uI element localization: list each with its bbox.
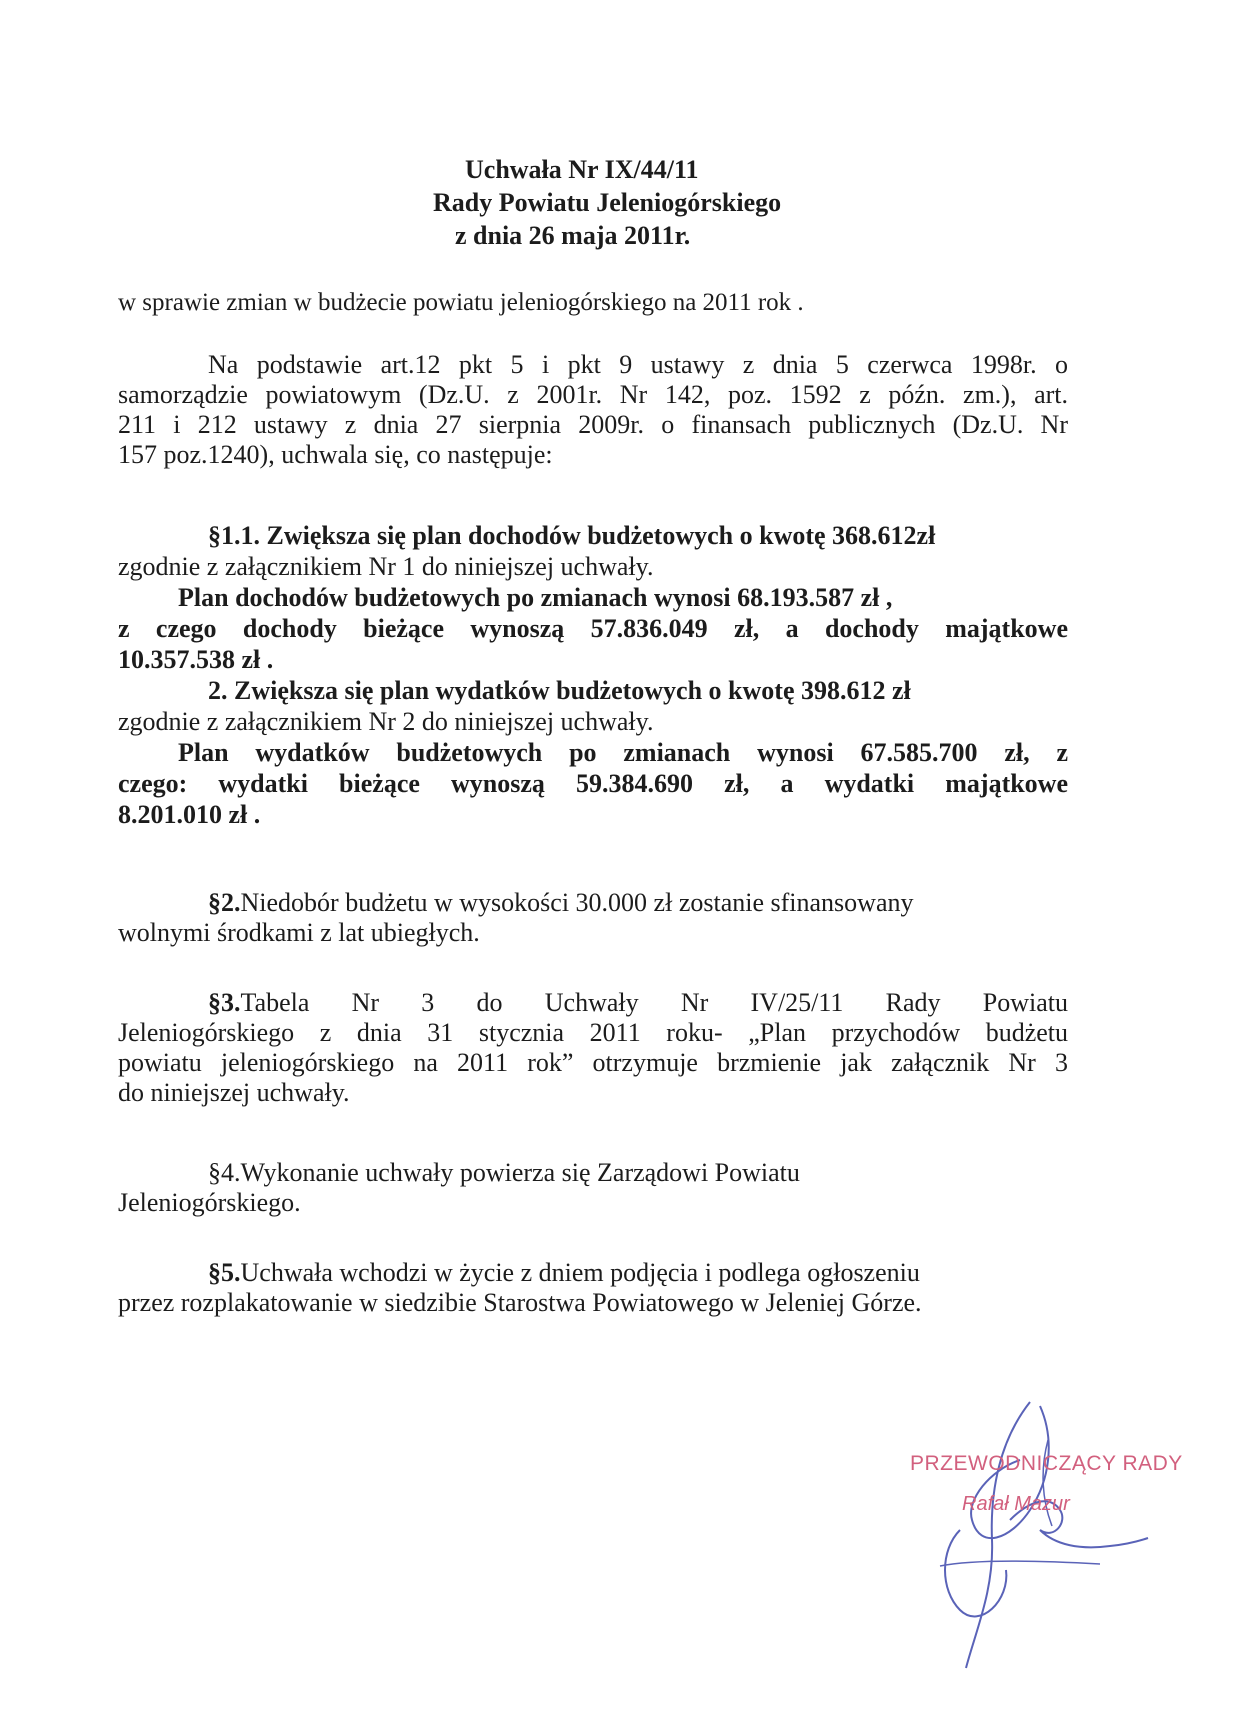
subject-text: w sprawie zmian w budżecie powiatu jeleniogórskiego na 2011 rok . — [118, 289, 804, 316]
resolution-date: z dnia 26 maja 2011r. — [455, 221, 691, 250]
s1-line-10: 8.201.010 zł . — [118, 800, 261, 829]
s2-line-1: Niedobór budżetu w wysokości 30.000 zł zostanie sfinansowany — [240, 888, 914, 917]
s3-line-3: powiatu jeleniogórskiego na 2011 rok” otrzymuje brzmienie jak załącznik Nr 3 — [118, 1048, 1068, 1077]
s1-line-1: §1.1. Zwiększa się plan dochodów budżetowych o kwotę 368.612zł — [208, 521, 936, 550]
signature-drawing — [880, 1400, 1150, 1670]
handwritten-signature — [880, 1400, 1150, 1670]
s4-line-2: Jeleniogórskiego. — [118, 1188, 301, 1217]
basis-line-1: Na podstawie art.12 pkt 5 i pkt 9 ustawy z dnia 5 czerwca 1998r. o — [208, 350, 1068, 379]
s1-line-3: Plan dochodów budżetowych po zmianach wynosi 68.193.587 zł , — [178, 583, 893, 612]
s3-line-4: do niniejszej uchwały. — [118, 1078, 350, 1107]
section-5 — [118, 1258, 1068, 1318]
s1-line-7: zgodnie z załącznikiem Nr 2 do niniejszej uchwały. — [118, 707, 654, 736]
resolution-header — [420, 153, 840, 252]
stamp-name: Rafał Mazur — [962, 1493, 1070, 1515]
s2-line-2: wolnymi środkami z lat ubiegłych. — [118, 918, 480, 947]
s1-line-8: Plan wydatków budżetowych po zmianach wynosi 67.585.700 zł, z — [178, 738, 1068, 767]
s5-line-2: przez rozplakatowanie w siedzibie Starostwa Powiatowego w Jeleniej Górze. — [118, 1288, 922, 1317]
basis-line-4: 157 poz.1240), uchwala się, co następuje: — [118, 440, 553, 469]
basis-line-2: samorządzie powiatowym (Dz.U. z 2001r. Nr 142, poz. 1592 z późn. zm.), art. — [118, 380, 1068, 409]
section-3 — [118, 988, 1068, 1108]
s3-mark: §3. — [208, 988, 241, 1017]
council-name: Rady Powiatu Jeleniogórskiego — [433, 188, 782, 217]
resolution-number: Uchwała Nr IX/44/11 — [465, 155, 699, 184]
s1-line-5: 10.357.538 zł . — [118, 645, 274, 674]
section-1 — [118, 520, 1068, 830]
s1-line-9: czego: wydatki bieżące wynoszą 59.384.690 zł, a wydatki majątkowe — [118, 769, 1068, 798]
basis-line-3: 211 i 212 ustawy z dnia 27 sierpnia 2009r. o finansach publicznych (Dz.U. Nr — [118, 410, 1068, 439]
s3-line-2: Jeleniogórskiego z dnia 31 stycznia 2011 roku- „Plan przychodów budżetu — [118, 1018, 1068, 1047]
subject-line — [118, 288, 1068, 318]
s5-mark: §5. — [208, 1258, 241, 1287]
s2-mark: §2. — [208, 888, 241, 917]
section-4 — [118, 1158, 1068, 1218]
s1-line-2: zgodnie z załącznikiem Nr 1 do niniejszej uchwały. — [118, 552, 654, 581]
s1-line-6: 2. Zwiększa się plan wydatków budżetowych o kwotę 398.612 zł — [208, 676, 911, 705]
s3-line-1: Tabela Nr 3 do Uchwały Nr IV/25/11 Rady Powiatu — [240, 988, 1068, 1017]
section-2 — [118, 888, 1068, 948]
s5-line-1: Uchwała wchodzi w życie z dniem podjęcia i podlega ogłoszeniu — [240, 1258, 920, 1287]
legal-basis-paragraph — [118, 350, 1068, 470]
stamp-title: PRZEWODNICZĄCY RADY — [910, 1452, 1183, 1475]
s1-line-4: z czego dochody bieżące wynoszą 57.836.049 zł, a dochody majątkowe — [118, 614, 1068, 643]
s4-line-1: §4.Wykonanie uchwały powierza się Zarządowi Powiatu — [208, 1158, 800, 1187]
